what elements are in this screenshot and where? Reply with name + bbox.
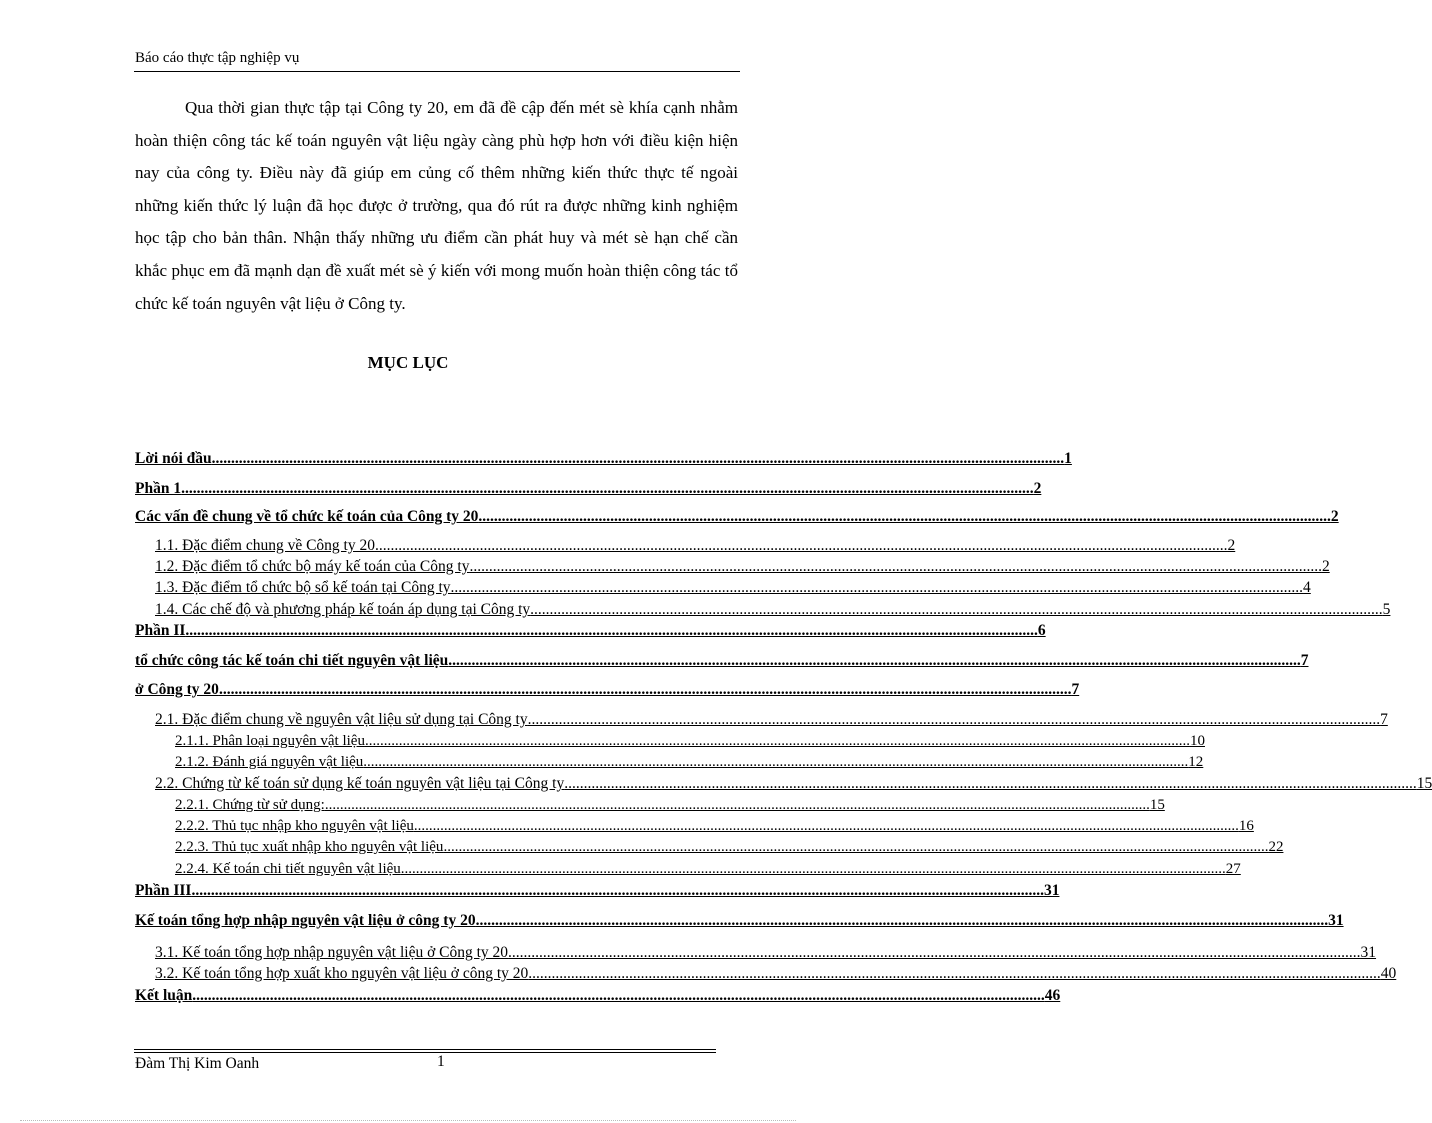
toc-leader-dots: ............................................................................................................................................................................................................................ [475,912,1329,929]
page-header-title: Báo cáo thực tập nghiệp vụ [135,50,300,66]
toc-leader-dots: ............................................................................................................................................................................................................................ [218,681,1072,698]
toc-entry[interactable] [135,504,1339,526]
footer-author: Đàm Thị Kim Oanh [135,1055,260,1072]
toc-entry-label: 2.2.1. Chứng từ sử dụng: [175,797,325,813]
toc-entry-label: Các vấn đề chung về tổ chức kế toán của Công ty 20 [135,508,479,525]
toc-leader-dots: ............................................................................................................................................................................................................................ [400,861,1226,877]
toc-leader-dots: ............................................................................................................................................................................................................................ [364,733,1190,749]
toc-leader-dots: ............................................................................................................................................................................................................................ [448,652,1301,669]
toc-entry[interactable] [135,856,1241,878]
toc-entry-label: 2.2.4. Kế toán chi tiết nguyên vật liệu [175,861,401,877]
toc-entry-label: Kết luận [135,987,193,1004]
header-rule [134,71,740,72]
toc-entry[interactable] [135,476,1042,498]
toc-entry[interactable] [135,940,1377,962]
footer-page-number: 1 [437,1053,445,1070]
toc-entry-page: 15 [1416,775,1432,792]
toc-leader-dots: ............................................................................................................................................................................................................................ [363,754,1189,770]
toc-entry-label: 2.1.2. Đánh giá nguyên vật liệu [175,754,364,770]
toc-entry[interactable] [135,554,1330,576]
toc-entry-page: 7 [1300,652,1309,669]
toc-leader-dots: ............................................................................................................................................................................................................................ [508,944,1361,961]
intro-paragraph: Qua thời gian thực tập tại Công ty 20, em đã đề cập đến mét sè khía cạnh nhằm hoàn thiện công tác kế toán nguyên vật liệu ngày càng phù hợp hơn với điều kiện hiện nay của công ty. Điều này đã giúp em củng cố thêm những kiến thức thực tế ngoài những kiến thức lý luận đã học được ở trường, qua đó rút ra được những kinh nghiệm học tập cho bản thân. Nhận thấy những ưu điểm cần phát huy và mét sè hạn chế cần khắc phục em đã mạnh dạn đề xuất mét sè ý kiến với mong muốn hoàn thiện công tác tổ chức kế toán nguyên vật liệu ở Công ty. [135,98,738,313]
toc-entry-page: 5 [1382,601,1391,618]
toc-entry[interactable] [135,575,1311,597]
toc-entry-page: 15 [1149,797,1165,813]
toc-entry-label: 1.3. Đặc điểm tổ chức bộ sổ kế toán tại Công ty [155,579,451,596]
toc-entry-label: tổ chức công tác kế toán chi tiết nguyên vật liệu [135,652,449,669]
toc-entry[interactable] [135,533,1236,555]
toc-entry-label: 2.1.1. Phân loại nguyên vật liệu [175,733,365,749]
page-bottom-border [20,1120,796,1121]
toc-leader-dots: ............................................................................................................................................................................................................................ [192,987,1045,1004]
toc-leader-dots: ............................................................................................................................................................................................................................ [443,839,1269,855]
toc-entry-page: 27 [1225,861,1241,877]
toc-entry[interactable] [135,813,1254,835]
toc-entry-page: 10 [1189,733,1205,749]
toc-entry-page: 6 [1037,622,1046,639]
toc-entry-label: 1.2. Đặc điểm tổ chức bộ máy kế toán của Công ty [155,558,470,575]
toc-entry-label: 2.2. Chứng từ kế toán sử dụng kế toán nguyên vật liệu tại Công ty [155,775,565,792]
footer-rule [134,1049,716,1050]
toc-title: MỤC LỤC [367,353,449,372]
toc-entry-page: 2 [1033,480,1042,497]
toc-leader-dots: ............................................................................................................................................................................................................................ [527,711,1381,728]
toc-leader-dots: ............................................................................................................................................................................................................................ [191,882,1044,899]
toc-entry-page: 40 [1380,965,1397,982]
toc-entry-label: ở Công ty 20 [135,681,219,698]
toc-leader-dots: ............................................................................................................................................................................................................................ [413,818,1239,834]
toc-entry-page: 1 [1064,450,1072,467]
toc-entry[interactable] [135,983,1061,1005]
toc-entry-label: 3.1. Kế toán tổng hợp nhập nguyên vật liệu ở Công ty 20 [155,944,509,961]
toc-entry-page: 7 [1380,711,1388,728]
toc-entry[interactable] [135,749,1204,771]
toc-entry-label: 1.1. Đặc điểm chung về Công ty 20 [155,537,375,554]
toc-leader-dots: ............................................................................................................................................................................................................................ [181,480,1034,497]
toc-entry[interactable] [135,961,1397,983]
toc-entry-page: 46 [1044,987,1061,1004]
toc-entry-label: Phần 1 [135,480,182,497]
toc-entry-label: 2.1. Đặc điểm chung về nguyên vật liệu sử dụng tại Công ty [155,711,528,728]
toc-entry[interactable] [135,792,1165,814]
toc-leader-dots: ............................................................................................................................................................................................................................ [324,797,1150,813]
toc-entry[interactable] [135,677,1080,699]
toc-entry-page: 12 [1188,754,1204,770]
toc-entry-page: 2 [1321,558,1330,575]
toc-entry[interactable] [135,648,1309,670]
toc-entry-label: 2.2.2. Thủ tục nhập kho nguyên vật liệu [175,818,414,834]
toc-entry[interactable] [135,597,1391,619]
toc-entry-page: 16 [1238,818,1254,834]
footer-rule [134,1052,716,1053]
toc-entry-page: 7 [1071,681,1080,698]
toc-entry-page: 22 [1268,839,1284,855]
toc-entry[interactable] [135,707,1388,729]
toc-entry-page: 31 [1360,944,1377,961]
toc-entry-label: Phần III [135,882,192,899]
toc-entry-label: 1.4. Các chế độ và phương pháp kế toán áp dụng tại Công ty [155,601,531,618]
toc-entry-label: 2.2.3. Thủ tục xuất nhập kho nguyên vật liệu [175,839,444,855]
toc-entry[interactable] [135,618,1046,640]
toc-entry-label: Phần II [135,622,186,639]
toc-entry-label: 3.2. Kế toán tổng hợp xuất kho nguyên vật liệu ở công ty 20 [155,965,529,982]
toc-entry-page: 31 [1043,882,1060,899]
toc-entry[interactable] [135,908,1344,930]
toc-entry[interactable] [135,834,1284,856]
toc-leader-dots: ............................................................................................................................................................................................................................ [374,537,1228,554]
toc-leader-dots: ............................................................................................................................................................................................................................ [211,450,1065,467]
toc-leader-dots: ............................................................................................................................................................................................................................ [185,622,1038,639]
toc-entry-page: 2 [1330,508,1339,525]
toc-entry-page: 31 [1328,912,1344,929]
toc-entry-page: 2 [1227,537,1236,554]
toc-entry[interactable] [135,878,1060,900]
toc-entry-page: 4 [1303,579,1311,596]
toc-entry[interactable] [135,771,1432,793]
toc-entry-label: Kế toán tổng hợp nhập nguyên vật liệu ở công ty 20 [135,912,476,929]
toc-leader-dots: ............................................................................................................................................................................................................................ [469,558,1322,575]
toc-leader-dots: ............................................................................................................................................................................................................................ [564,775,1417,792]
toc-entry-label: Lời nói đầu [135,450,212,467]
toc-entry[interactable] [135,446,1072,468]
toc-leader-dots: ............................................................................................................................................................................................................................ [528,965,1381,982]
toc-leader-dots: ............................................................................................................................................................................................................................ [478,508,1331,525]
toc-leader-dots: ............................................................................................................................................................................................................................ [450,579,1304,596]
toc-entry[interactable] [135,728,1205,750]
toc-leader-dots: ............................................................................................................................................................................................................................ [530,601,1383,618]
